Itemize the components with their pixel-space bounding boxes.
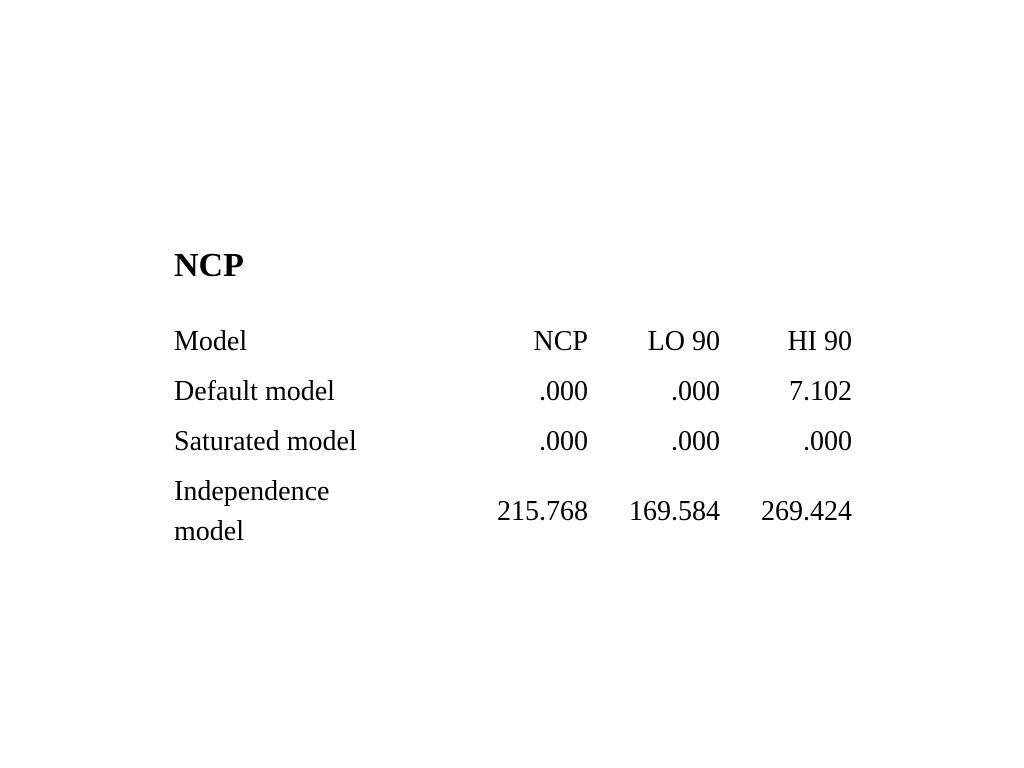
table-row xyxy=(168,468,858,558)
row-lo90-value: .000 xyxy=(671,426,720,457)
row-model-label: Default model xyxy=(174,376,335,407)
header-lo90: LO 90 xyxy=(647,326,720,357)
header-hi90: HI 90 xyxy=(787,326,852,357)
table-row xyxy=(168,418,858,468)
row-model-label xyxy=(168,468,408,558)
row-model-label-line2: model xyxy=(174,516,244,547)
row-ncp-value: 215.768 xyxy=(497,496,588,527)
table-row xyxy=(168,368,858,418)
row-model-label: Saturated model xyxy=(174,426,357,457)
table-header-row xyxy=(168,318,858,368)
header-model: Model xyxy=(174,326,248,357)
section-title: NCP xyxy=(174,247,244,284)
row-hi90-value: 7.102 xyxy=(789,376,852,407)
row-model-label-line1: Independence xyxy=(174,476,330,507)
header-ncp: NCP xyxy=(533,326,588,357)
row-lo90-value: 169.584 xyxy=(629,496,720,527)
ncp-table xyxy=(168,318,858,558)
row-ncp-value: .000 xyxy=(539,426,588,457)
row-lo90-value: .000 xyxy=(671,376,720,407)
row-ncp-value: .000 xyxy=(539,376,588,407)
row-hi90-value: 269.424 xyxy=(761,496,852,527)
row-hi90-value: .000 xyxy=(803,426,852,457)
